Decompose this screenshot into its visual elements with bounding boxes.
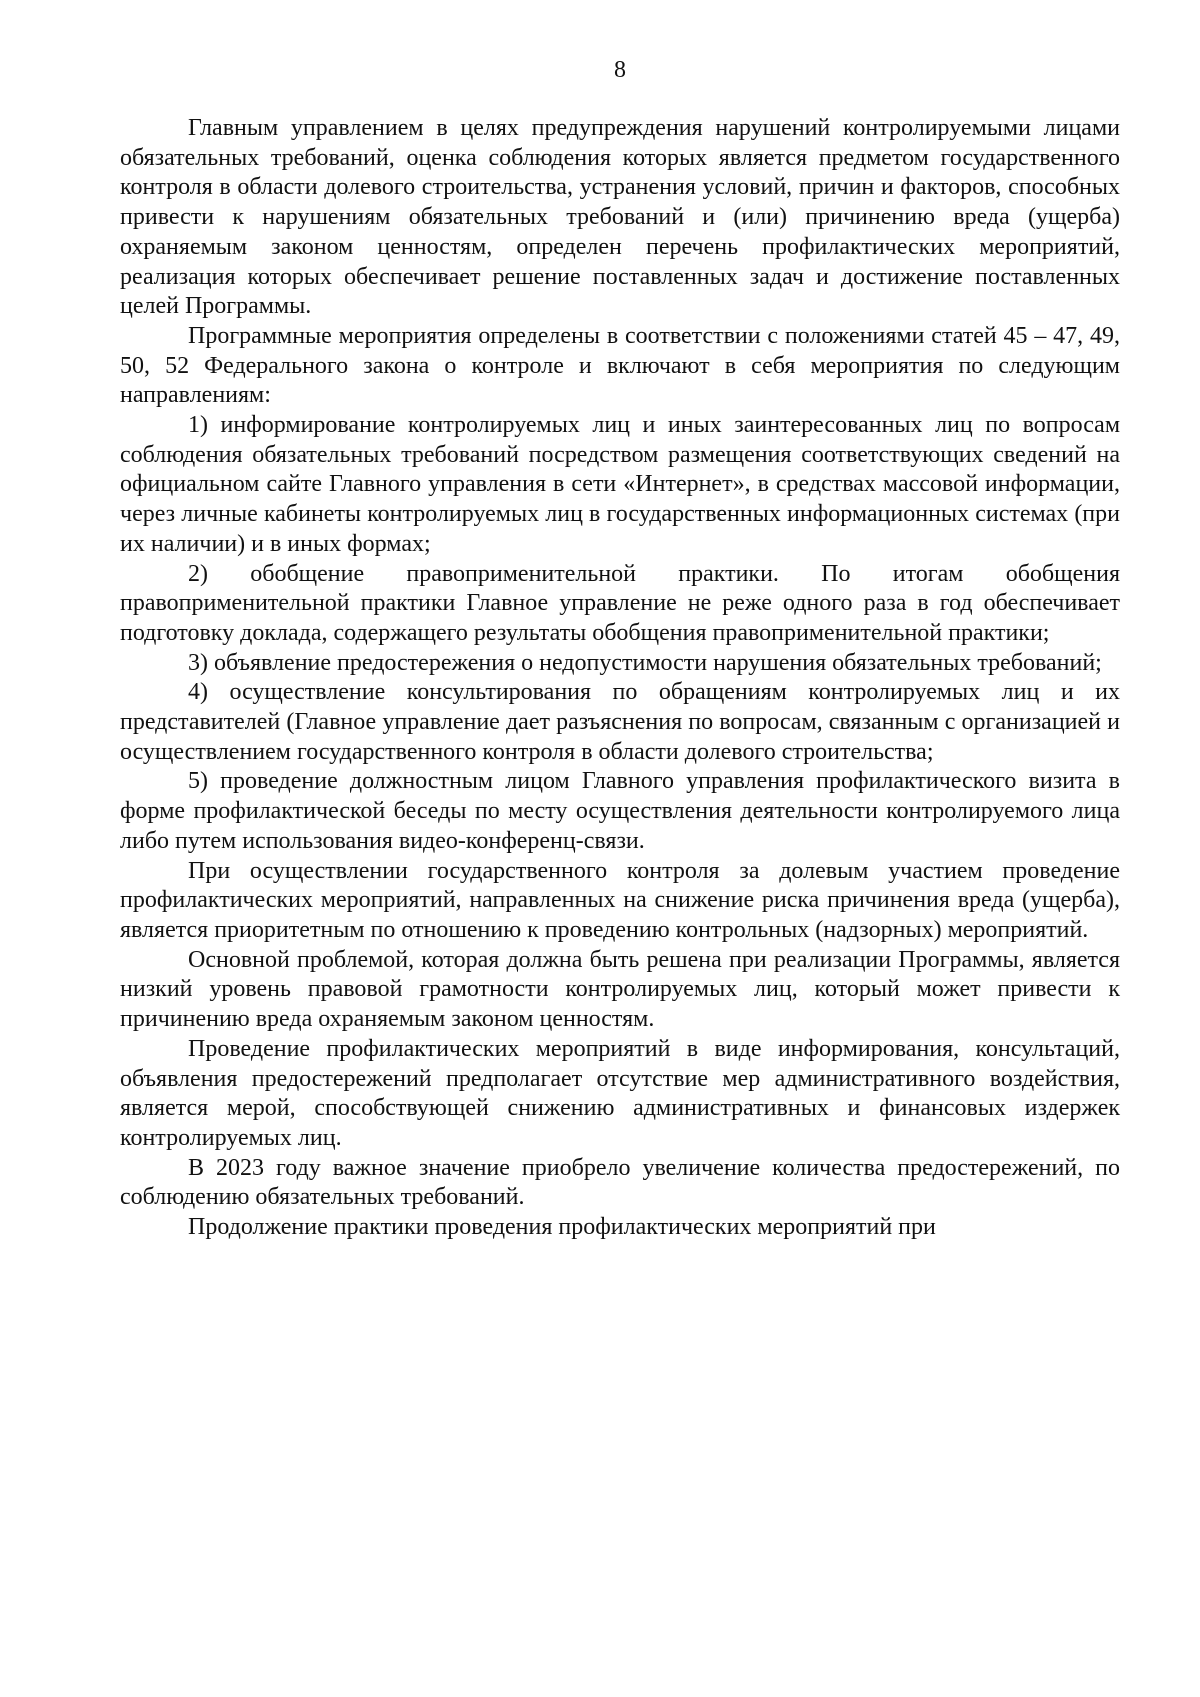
document-body — [120, 114, 1120, 1243]
paragraph-continuation: Продолжение практики проведения профилактических мероприятий при — [188, 1214, 936, 1241]
paragraph-priority: При осуществлении государственного контроля за долевым участием проведение профилактических мероприятий, направленных на снижение риска причинения вреда (ущерба), является приоритетным по отношению к проведению контрольных (надзорных) мероприятий. — [120, 857, 1120, 943]
list-item-generalization: 2) обобщение правоприменительной практики. По итогам обобщения правоприменительной практики Главное управление не реже одного раза в год обеспечивает подготовку доклада, содержащего результаты обобщения правоприменительной практики; — [120, 560, 1120, 646]
paragraph-main-problem: Основной проблемой, которая должна быть решена при реализации Программы, является низкий уровень правовой грамотности контролируемых лиц, который может привести к причинению вреда охраняемым законом ценностям. — [120, 946, 1120, 1033]
list-item-preventive-visit: 5) проведение должностным лицом Главного управления профилактического визита в форме профилактической беседы по месту осуществления деятельности контролируемого лица либо путем использования видео-конференц-связи. — [120, 768, 1120, 854]
list-item-informing: 1) информирование контролируемых лиц и иных заинтересованных лиц по вопросам соблюдения обязательных требований посредством размещения соответствующих сведений на официальном сайте Главного управления в сети «Интернет», в средствах массовой информации, через личные кабинеты контролируемых лиц в государственных информационных системах (при их наличии) и в иных формах; — [120, 412, 1120, 557]
paragraph-prevention-measures: Главным управлением в целях предупреждения нарушений контролируемыми лицами обязательных требований, оценка соблюдения которых является предметом государственного контроля в области долевого строительства, устранения условий, причин и факторов, способных привести к нарушениям обязательных требований и (или) причинению вреда (ущерба) охраняемым законом ценностям, определен перечень профилактических мероприятий, реализация которых обеспечивает решение поставленных задач и достижение поставленных целей Программы. — [120, 115, 1120, 320]
list-item-warning: 3) объявление предостережения о недопустимости нарушения обязательных требований; — [188, 649, 1102, 676]
paragraph-cost-reduction: Проведение профилактических мероприятий в виде информирования, консультаций, объявления предостережений предполагает отсутствие мер административного воздействия, является мерой, способствующей снижению административных и финансовых издержек контролируемых лиц. — [120, 1035, 1120, 1151]
paragraph-2023: В 2023 году важное значение приобрело увеличение количества предостережений, по соблюдению обязательных требований. — [120, 1154, 1120, 1211]
page-number: 8 — [614, 57, 626, 83]
paragraph-program-activities: Программные мероприятия определены в соответствии с положениями статей 45 – 47, 49, 50, 52 Федерального закона о контроле и включают в себя мероприятия по следующим направлениям: — [120, 322, 1120, 409]
list-item-consulting: 4) осуществление консультирования по обращениям контролируемых лиц и их представителей (Главное управление дает разъяснения по вопросам, связанным с организацией и осуществлением государственного контроля в области долевого строительства; — [120, 679, 1120, 765]
